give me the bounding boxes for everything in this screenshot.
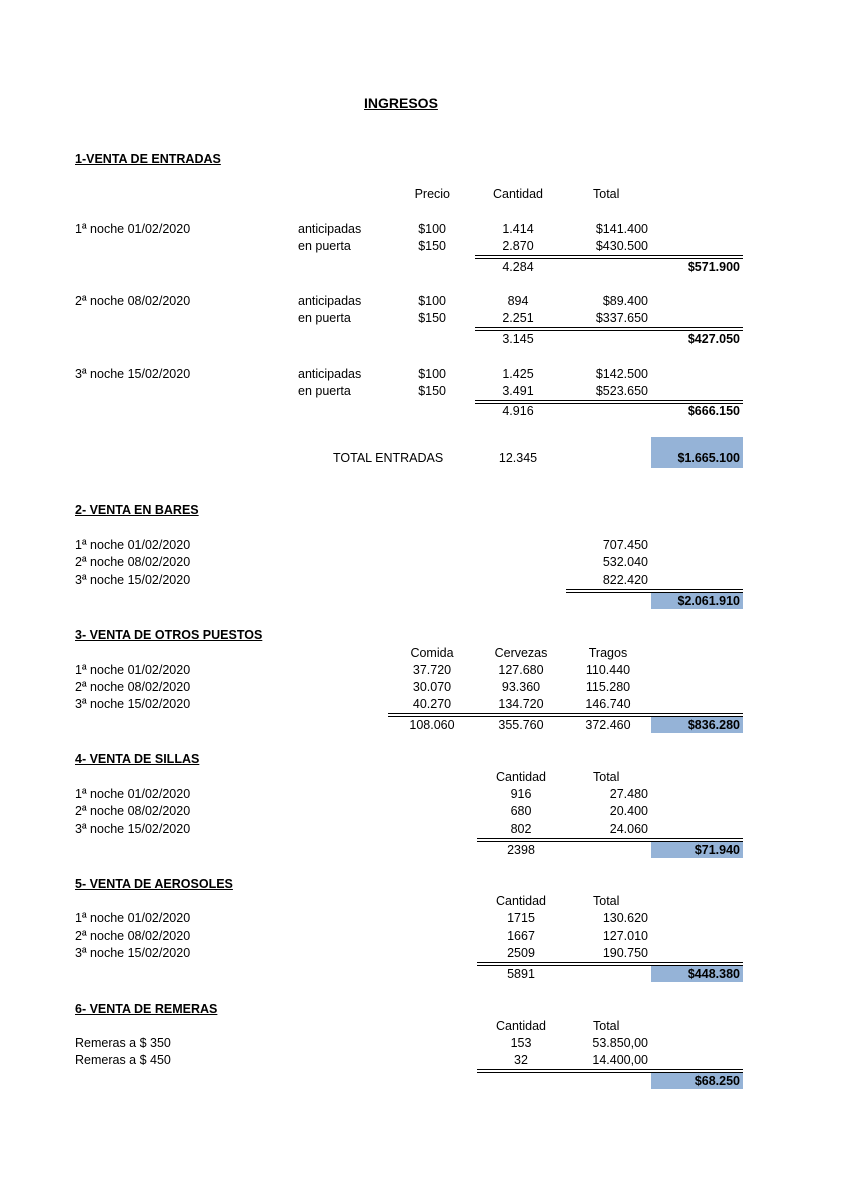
cervezas-total: 355.760 <box>498 718 544 732</box>
otros-total: $836.280 <box>687 718 740 732</box>
bar-sales-value: 707.450 <box>602 538 648 552</box>
header-total: Total <box>593 770 620 784</box>
ticket-quantity: 2.251 <box>502 311 534 325</box>
ticket-total: $141.400 <box>595 222 648 236</box>
header-tragos: Tragos <box>588 646 628 660</box>
subtotal-amount: $427.050 <box>687 332 740 346</box>
section-heading-otros: 3- VENTA DE OTROS PUESTOS <box>75 628 263 642</box>
night-label: 3ª noche 15/02/2020 <box>75 822 191 836</box>
section-heading-sillas: 4- VENTA DE SILLAS <box>75 752 200 766</box>
night-label: 2ª noche 08/02/2020 <box>75 294 191 308</box>
cervezas-value: 134.720 <box>498 697 544 711</box>
tragos-value: 115.280 <box>585 680 631 694</box>
comida-value: 30.070 <box>412 680 452 694</box>
sillas-total: 24.060 <box>609 822 648 836</box>
aerosoles-total-quantity: 5891 <box>507 967 535 981</box>
header-cantidad: Cantidad <box>495 1019 547 1033</box>
night-label: 2ª noche 08/02/2020 <box>75 555 191 569</box>
comida-value: 37.720 <box>412 663 452 677</box>
ticket-total: $142.500 <box>595 367 648 381</box>
page-title: INGRESOS <box>364 95 438 111</box>
ticket-total: $337.650 <box>595 311 648 325</box>
sillas-total: 27.480 <box>609 787 648 801</box>
night-label: 2ª noche 08/02/2020 <box>75 680 191 694</box>
remeras-quantity: 153 <box>510 1036 532 1050</box>
remeras-label: Remeras a $ 450 <box>75 1053 171 1067</box>
tragos-value: 146.740 <box>585 697 631 711</box>
ticket-quantity: 894 <box>507 294 529 308</box>
ticket-type: anticipadas <box>298 367 362 381</box>
header-cantidad: Cantidad <box>492 187 544 201</box>
night-label: 1ª noche 01/02/2020 <box>75 911 191 925</box>
tragos-total: 372.460 <box>585 718 631 732</box>
comida-value: 40.270 <box>412 697 452 711</box>
double-rule <box>475 255 743 259</box>
remeras-total: 53.850,00 <box>592 1036 648 1050</box>
night-label: 3ª noche 15/02/2020 <box>75 573 191 587</box>
aerosoles-total: 190.750 <box>602 946 648 960</box>
subtotal-quantity: 3.145 <box>502 332 534 346</box>
ticket-price: $150 <box>418 384 446 398</box>
header-cervezas: Cervezas <box>494 646 548 660</box>
section-heading-aerosoles: 5- VENTA DE AEROSOLES <box>75 877 233 891</box>
aerosoles-quantity: 1715 <box>507 911 535 925</box>
ticket-type: en puerta <box>298 311 351 325</box>
header-total: Total <box>593 1019 620 1033</box>
header-cantidad: Cantidad <box>495 894 547 908</box>
night-label: 1ª noche 01/02/2020 <box>75 538 191 552</box>
ticket-total: $89.400 <box>602 294 648 308</box>
subtotal-quantity: 4.916 <box>502 404 534 418</box>
night-label: 3ª noche 15/02/2020 <box>75 367 191 381</box>
section-heading-remeras: 6- VENTA DE REMERAS <box>75 1002 218 1016</box>
night-label: 2ª noche 08/02/2020 <box>75 804 191 818</box>
ticket-total: $430.500 <box>595 239 648 253</box>
ticket-quantity: 3.491 <box>502 384 534 398</box>
sillas-total-quantity: 2398 <box>507 843 535 857</box>
ticket-type: anticipadas <box>298 294 362 308</box>
comida-total: 108.060 <box>409 718 455 732</box>
remeras-grand-total: $68.250 <box>694 1074 740 1088</box>
section-heading-bares: 2- VENTA EN BARES <box>75 503 199 517</box>
night-label: 3ª noche 15/02/2020 <box>75 697 191 711</box>
sillas-quantity: 916 <box>510 787 532 801</box>
total-entradas-label: TOTAL ENTRADAS <box>333 451 444 465</box>
ticket-price: $100 <box>418 294 446 308</box>
total-entradas-amount: $1.665.100 <box>677 451 740 465</box>
remeras-label: Remeras a $ 350 <box>75 1036 171 1050</box>
bares-total: $2.061.910 <box>677 594 740 608</box>
ticket-price: $100 <box>418 367 446 381</box>
night-label: 3ª noche 15/02/2020 <box>75 946 191 960</box>
ticket-type: en puerta <box>298 384 351 398</box>
header-precio: Precio <box>414 187 450 201</box>
aerosoles-quantity: 2509 <box>507 946 535 960</box>
night-label: 2ª noche 08/02/2020 <box>75 929 191 943</box>
sillas-quantity: 802 <box>510 822 532 836</box>
section-heading-entradas: 1-VENTA DE ENTRADAS <box>75 152 221 166</box>
night-label: 1ª noche 01/02/2020 <box>75 787 191 801</box>
header-total: Total <box>593 894 620 908</box>
sillas-grand-total: $71.940 <box>694 843 740 857</box>
header-cantidad: Cantidad <box>495 770 547 784</box>
cervezas-value: 127.680 <box>498 663 544 677</box>
subtotal-quantity: 4.284 <box>502 260 534 274</box>
subtotal-amount: $571.900 <box>687 260 740 274</box>
night-label: 1ª noche 01/02/2020 <box>75 222 191 236</box>
ticket-type: en puerta <box>298 239 351 253</box>
remeras-total: 14.400,00 <box>592 1053 648 1067</box>
sillas-quantity: 680 <box>510 804 532 818</box>
ticket-price: $150 <box>418 239 446 253</box>
ticket-quantity: 1.425 <box>502 367 534 381</box>
aerosoles-total: 130.620 <box>602 911 648 925</box>
header-total: Total <box>593 187 620 201</box>
tragos-value: 110.440 <box>585 663 631 677</box>
bar-sales-value: 532.040 <box>602 555 648 569</box>
header-comida: Comida <box>410 646 454 660</box>
subtotal-amount: $666.150 <box>687 404 740 418</box>
aerosoles-total: 127.010 <box>602 929 648 943</box>
ticket-type: anticipadas <box>298 222 362 236</box>
cervezas-value: 93.360 <box>501 680 541 694</box>
aerosoles-grand-total: $448.380 <box>687 967 740 981</box>
total-entradas-quantity: 12.345 <box>498 451 538 465</box>
night-label: 1ª noche 01/02/2020 <box>75 663 191 677</box>
aerosoles-quantity: 1667 <box>507 929 535 943</box>
ticket-quantity: 1.414 <box>502 222 534 236</box>
sillas-total: 20.400 <box>609 804 648 818</box>
ticket-quantity: 2.870 <box>502 239 534 253</box>
ticket-total: $523.650 <box>595 384 648 398</box>
ticket-price: $100 <box>418 222 446 236</box>
bar-sales-value: 822.420 <box>602 573 648 587</box>
double-rule <box>475 327 743 331</box>
ticket-price: $150 <box>418 311 446 325</box>
remeras-quantity: 32 <box>514 1053 528 1067</box>
